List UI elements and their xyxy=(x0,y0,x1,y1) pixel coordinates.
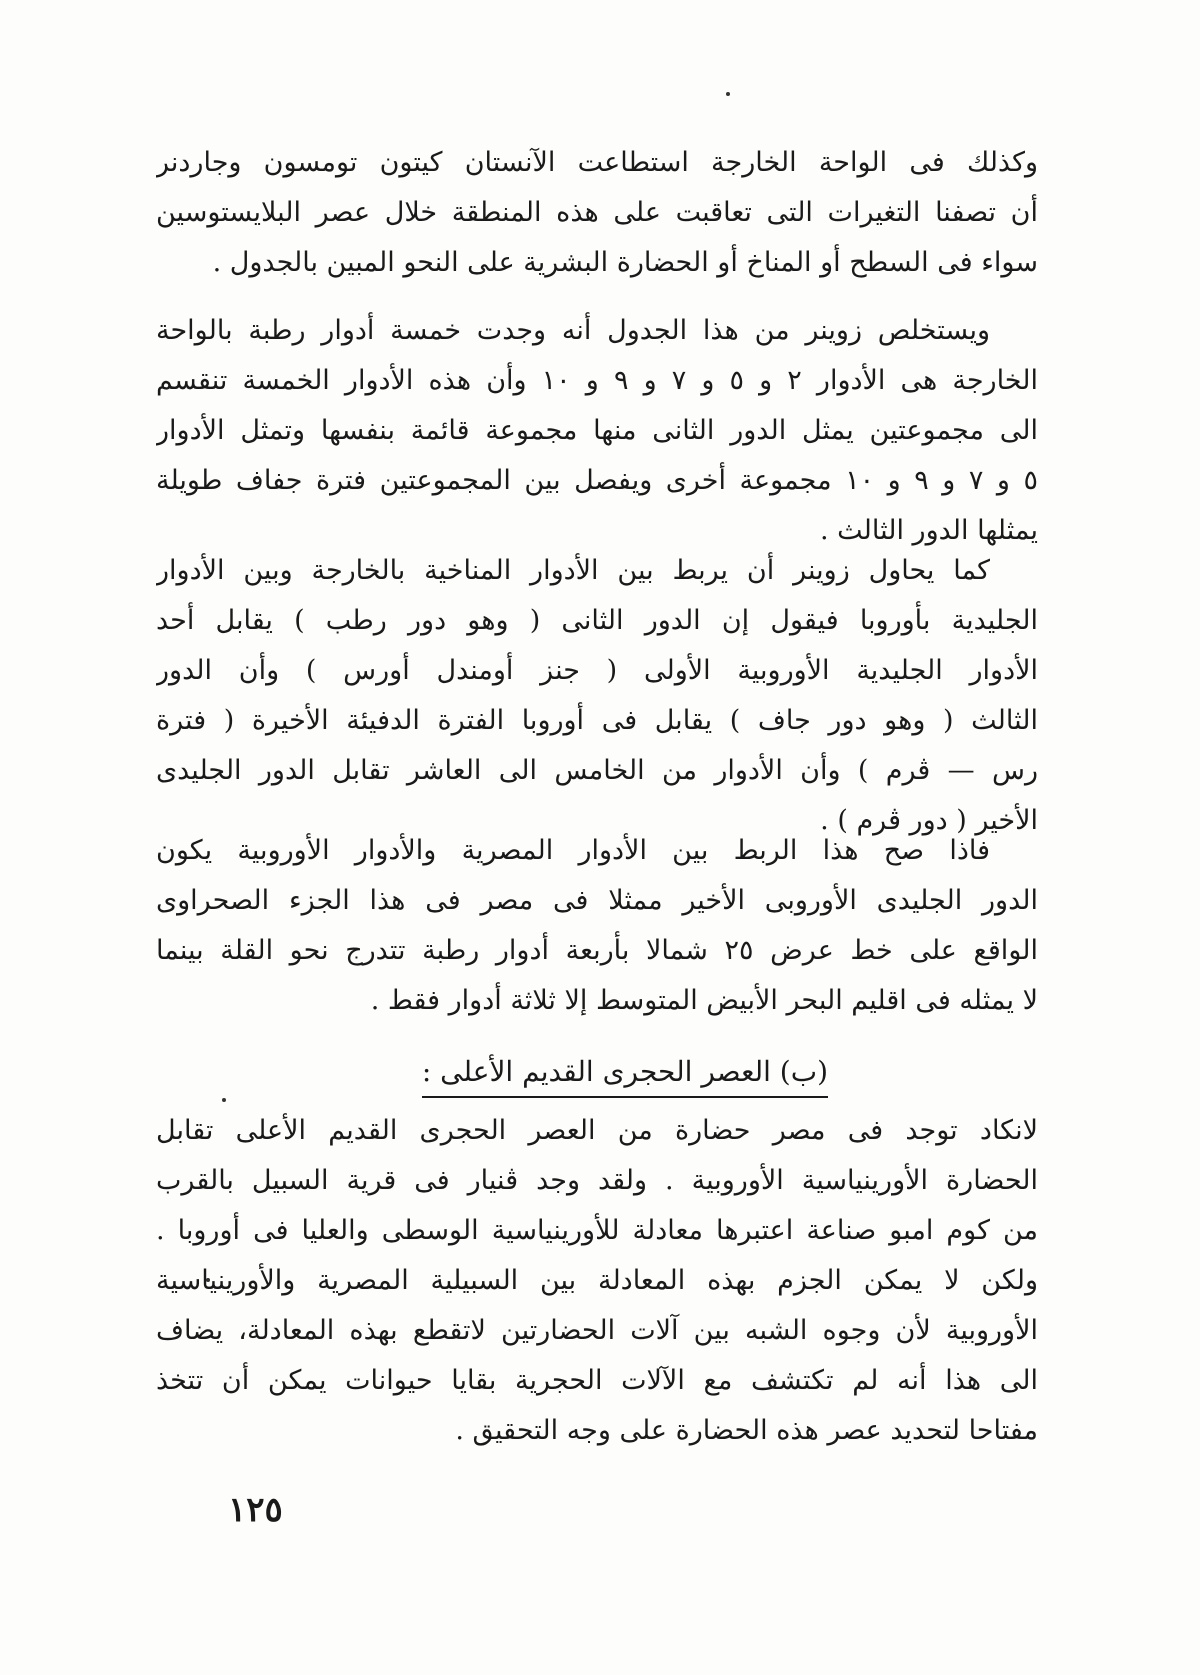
paragraph-glacial-correlation xyxy=(156,546,1038,846)
text-line: فاذا صح هذا الربط بين الأدوار المصرية والأدوار الأوروبية يكون xyxy=(156,835,990,866)
text-line: الى مجموعتين يمثل الدور الثانى منها مجموعة قائمة بنفسها وتمثل الأدوار xyxy=(156,415,1038,446)
text-line: أن تصفنا التغيرات التى تعاقبت على هذه المنطقة خلال عصر البلايستوسين xyxy=(156,197,1038,228)
text-line: ولكن لا يمكن الجزم بهذه المعادلة بين السبيلية المصرية والأورينياسية xyxy=(156,1265,1038,1296)
text-line: الدور الجليدى الأوروبى الأخير ممثلا فى مصر فى هذا الجزء الصحراوى xyxy=(156,885,1038,916)
text-line: ٥ و ٧ و ٩ و ١٠ مجموعة أخرى ويفصل بين المجموعتين فترة جفاف طويلة xyxy=(156,465,1038,496)
text-line: الأخير ( دور ڤرم ) . xyxy=(820,805,1038,836)
page-number: ١٢٥ xyxy=(228,1490,283,1530)
text-line: الى هذا أنه لم تكتشف مع الآلات الحجرية بقايا حيوانات يمكن أن تتخذ xyxy=(156,1365,1038,1396)
paragraph-conclusion xyxy=(156,826,1038,1026)
paragraph-kharga-oasis xyxy=(156,138,1038,288)
text-line: لانكاد توجد فى مصر حضارة من العصر الحجرى القديم الأعلى تقابل xyxy=(156,1115,1038,1146)
section-heading: (ب) العصر الحجرى القديم الأعلى : xyxy=(422,1050,828,1098)
text-line: الحضارة الأورينياسية الأوروبية . ولقد وجد ڤنيار فى قرية السبيل بالقرب xyxy=(156,1165,1038,1196)
text-line: مفتاحا لتحديد عصر هذه الحضارة على وجه التحقيق . xyxy=(455,1415,1038,1446)
text-line: كما يحاول زوينر أن يربط بين الأدوار المناخية بالخارجة وبين الأدوار xyxy=(156,555,990,586)
text-line: ويستخلص زوينر من هذا الجدول أنه وجدت خمسة أدوار رطبة بالواحة xyxy=(156,315,990,346)
text-line: رس — ڤرم ) وأن الأدوار من الخامس الى العاشر تقابل الدور الجليدى xyxy=(156,755,1038,786)
text-line: لا يمثله فى اقليم البحر الأبيض المتوسط إلا ثلاثة أدوار فقط . xyxy=(370,985,1038,1016)
text-line: الجليدية بأوروبا فيقول إن الدور الثانى ( وهو دور رطب ) يقابل أحد xyxy=(156,605,1038,636)
paragraph-wet-phases xyxy=(156,306,1038,556)
text-line: وكذلك فى الواحة الخارجة استطاعت الآنستان كيتون تومسون وجاردنر xyxy=(156,147,1038,178)
text-line: الأدوار الجليدية الأوروبية الأولى ( جنز أومندل أورس ) وأن الدور xyxy=(156,655,1038,686)
text-line: من كوم امبو صناعة اعتبرها معادلة للأورينياسية الوسطى والعليا فى أوروبا . xyxy=(156,1215,1038,1246)
text-line: الخارجة هى الأدوار ٢ و ٥ و ٧ و ٩ و ١٠ وأن هذه الأدوار الخمسة تنقسم xyxy=(156,365,1038,396)
text-line: الواقع على خط عرض ٢٥ شمالا بأربعة أدوار رطبة تتدرج نحو القلة بينما xyxy=(156,935,1038,966)
paragraph-upper-paleolithic xyxy=(156,1106,1038,1456)
scan-speck xyxy=(222,1098,226,1102)
text-line: سواء فى السطح أو المناخ أو الحضارة البشرية على النحو المبين بالجدول . xyxy=(212,247,1038,278)
text-line: الأوروبية لأن وجوه الشبه بين آلات الحضارتين لاتقطع بهذه المعادلة، يضاف xyxy=(156,1315,1038,1346)
scan-speck xyxy=(726,92,730,96)
text-line: يمثلها الدور الثالث . xyxy=(819,515,1038,546)
text-line: الثالث ( وهو دور جاف ) يقابل فى أوروبا الفترة الدفيئة الأخيرة ( فترة xyxy=(156,705,1038,736)
